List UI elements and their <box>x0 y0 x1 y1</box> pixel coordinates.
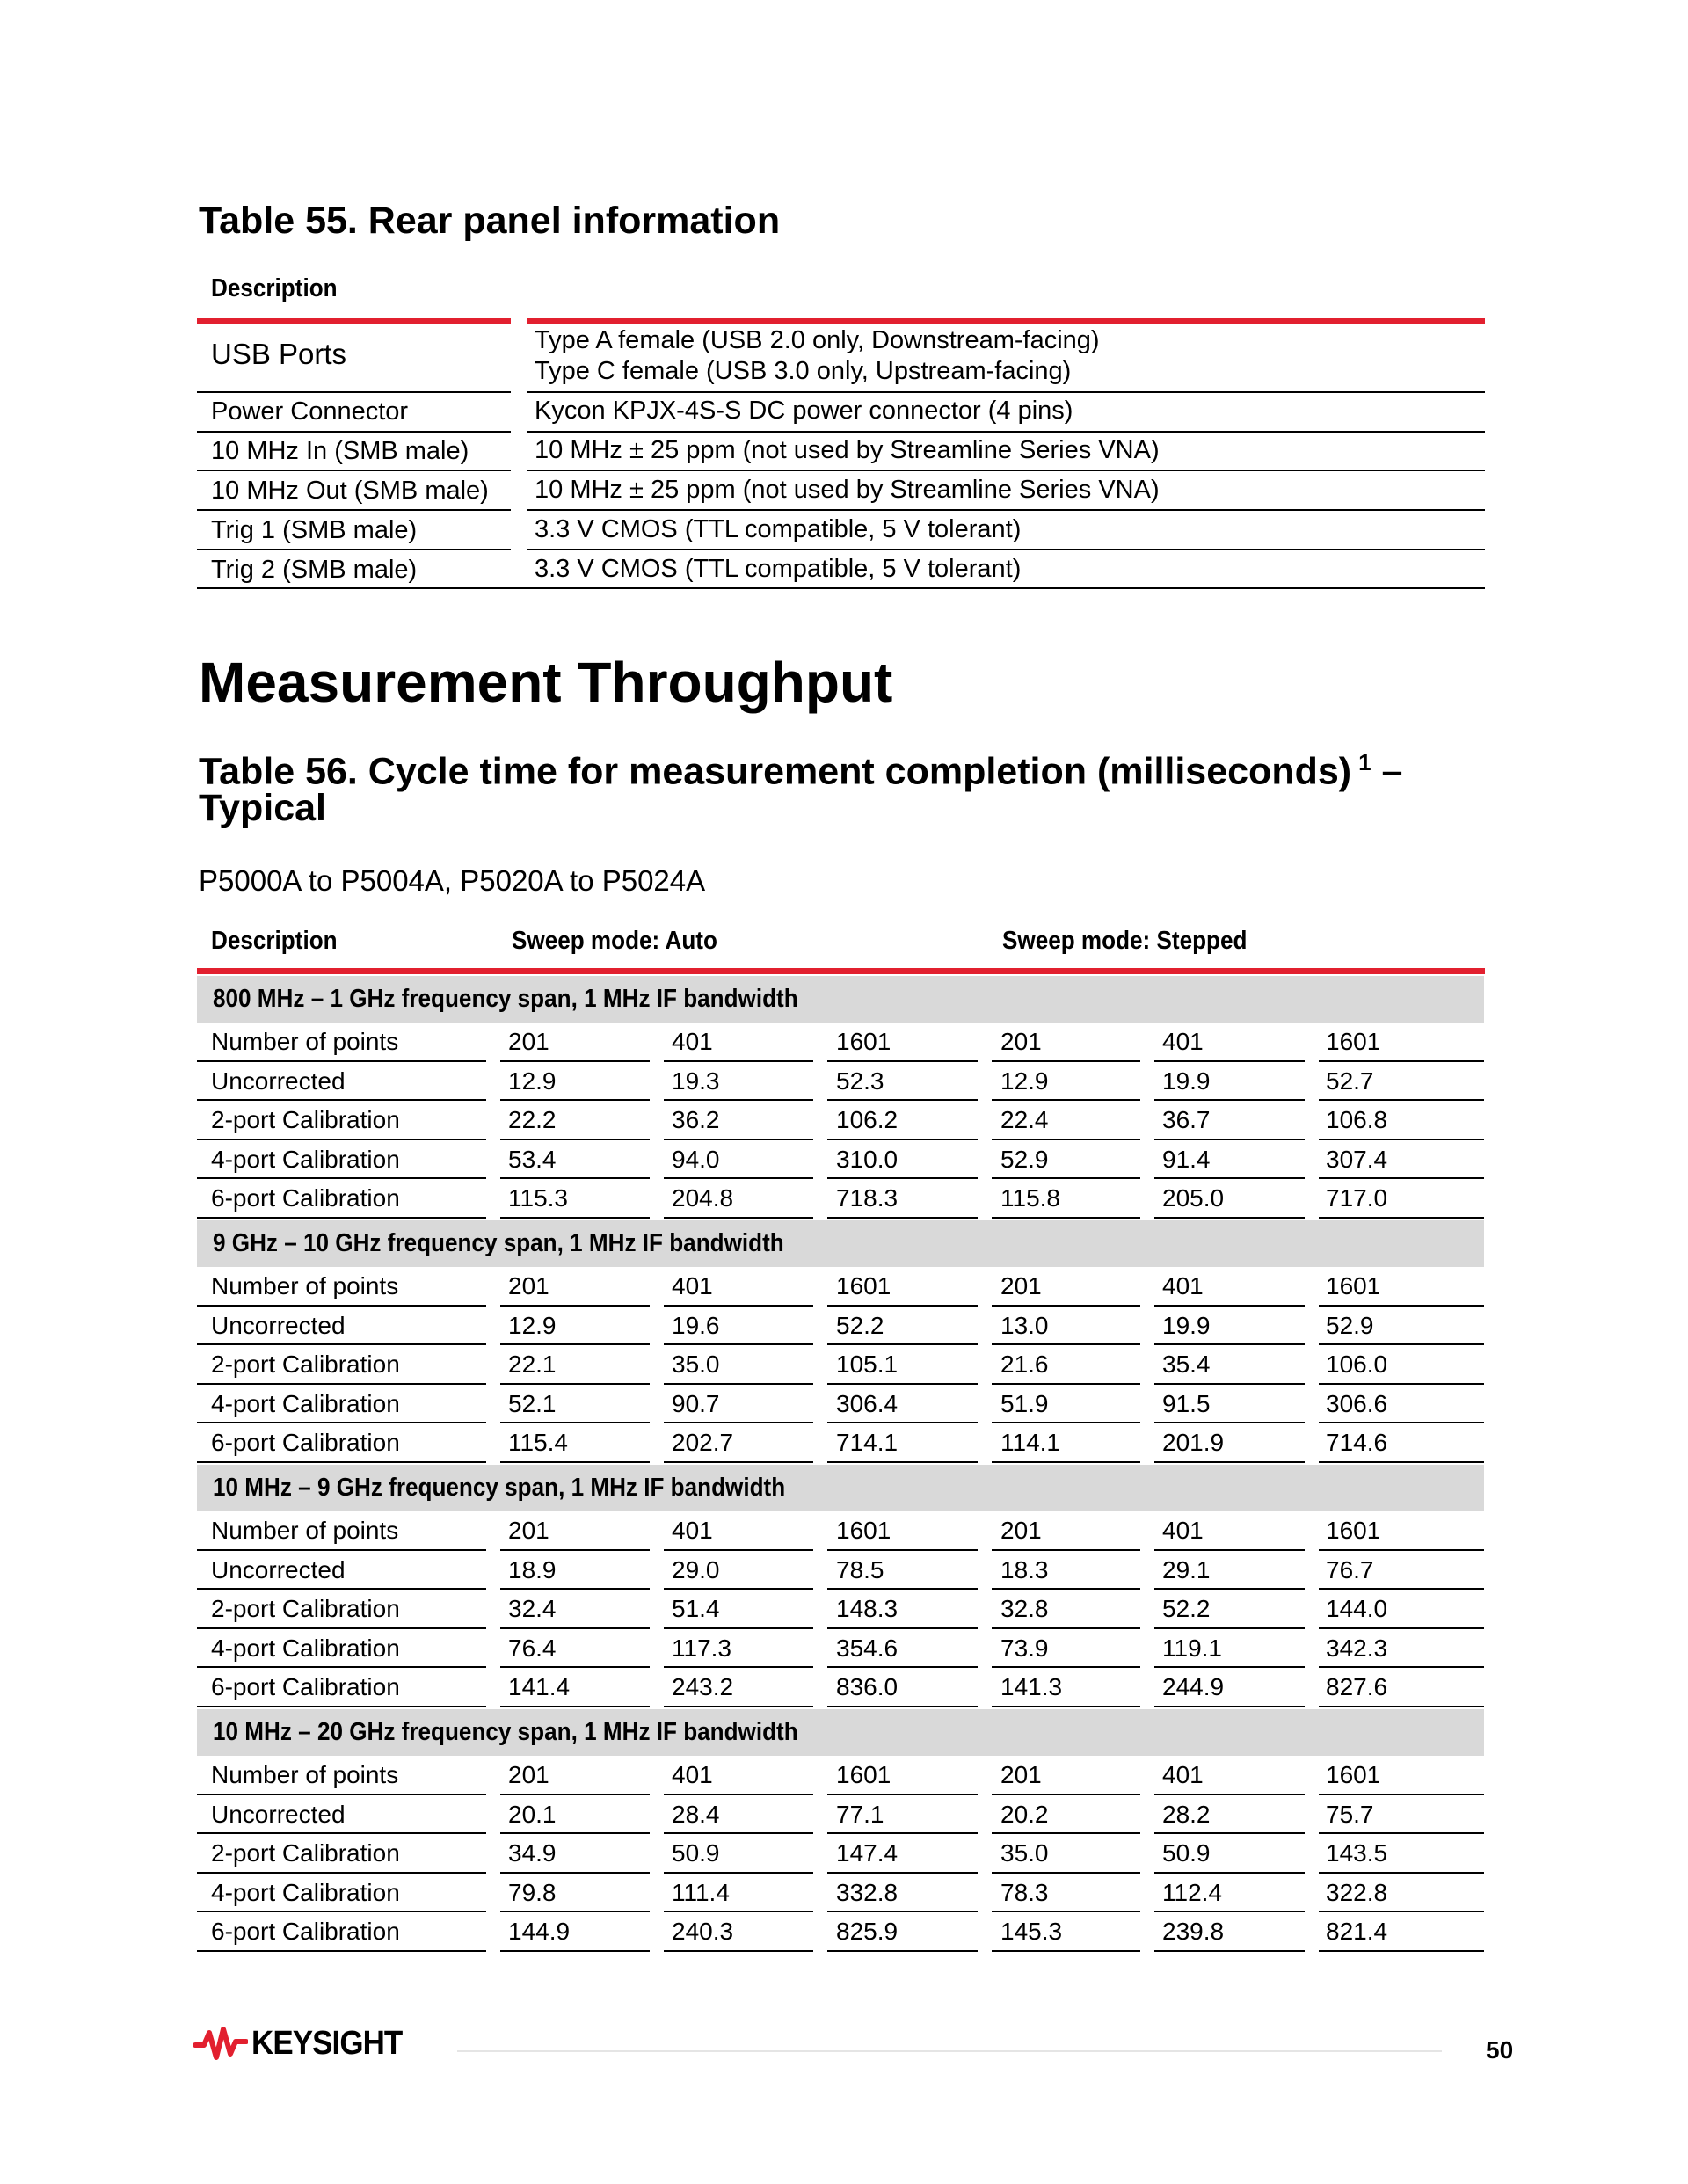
table-cell: 94.0 <box>672 1145 720 1173</box>
table-cell: 106.0 <box>1326 1350 1388 1379</box>
rear-panel-row-label: Trig 1 (SMB male) <box>211 516 418 544</box>
table-cell: 243.2 <box>672 1673 734 1701</box>
frequency-span-title: 9 GHz – 10 GHz frequency span, 1 MHz IF bandwidth <box>213 1229 784 1257</box>
table-cell: 401 <box>672 1272 713 1299</box>
table-cell: 141.3 <box>1000 1673 1063 1701</box>
table-cell: 51.4 <box>672 1595 720 1623</box>
table-cell: 1601 <box>1326 1028 1381 1055</box>
cell-underline <box>197 1461 486 1463</box>
table-cell: 342.3 <box>1326 1634 1388 1662</box>
table-cell: 204.8 <box>672 1184 734 1212</box>
table-cell: 50.9 <box>672 1839 720 1867</box>
table-cell: 20.2 <box>1000 1800 1049 1828</box>
table-cell: 714.6 <box>1326 1429 1388 1457</box>
model-range-subtitle: P5000A to P5004A, P5020A to P5024A <box>199 864 706 897</box>
table-cell: 240.3 <box>672 1918 734 1946</box>
table-cell: 29.1 <box>1162 1555 1211 1583</box>
table-cell: 141.4 <box>508 1673 571 1701</box>
table-cell: 78.5 <box>836 1555 884 1583</box>
table-cell: 307.4 <box>1326 1145 1388 1173</box>
brand-name: KEYSIGHT <box>251 2024 403 2062</box>
row-divider <box>197 549 511 550</box>
table-cell: 1601 <box>836 1028 891 1055</box>
table-cell: 201 <box>508 1761 549 1788</box>
table-cell: 201 <box>508 1272 549 1299</box>
table-cell: 22.1 <box>508 1350 557 1379</box>
row-divider <box>197 391 511 393</box>
table-cell: 12.9 <box>508 1067 557 1095</box>
row-label: 2-port Calibration <box>211 1839 400 1867</box>
cell-underline <box>500 1706 650 1707</box>
cell-underline <box>1319 1950 1484 1952</box>
cycle-header-stepped: Sweep mode: Stepped <box>1002 927 1248 955</box>
row-label: 2-port Calibration <box>211 1350 400 1379</box>
row-label: 6-port Calibration <box>211 1918 400 1946</box>
row-label: Number of points <box>211 1761 399 1788</box>
table-cell: 52.3 <box>836 1067 884 1095</box>
table-cell: 28.2 <box>1162 1800 1211 1828</box>
table-cell: 52.2 <box>836 1311 884 1339</box>
table-cell: 53.4 <box>508 1145 557 1173</box>
rear-panel-row-value: 10 MHz ± 25 ppm (not used by Streamline Series VNA) <box>535 476 1160 504</box>
row-label: 4-port Calibration <box>211 1634 400 1662</box>
row-label: 4-port Calibration <box>211 1389 400 1417</box>
table-cell: 21.6 <box>1000 1350 1049 1379</box>
row-divider <box>197 587 1485 589</box>
rear-panel-row-label: USB Ports <box>211 338 347 370</box>
table-cell: 401 <box>1162 1028 1204 1055</box>
table-cell: 52.9 <box>1326 1311 1374 1339</box>
cycle-header-auto: Sweep mode: Auto <box>512 927 717 955</box>
table-cell: 201 <box>508 1517 549 1544</box>
row-divider <box>527 391 1485 393</box>
table-cell: 117.3 <box>672 1634 731 1662</box>
rear-panel-row-value: Type C female (USB 3.0 only, Upstream-facing) <box>535 357 1072 385</box>
cell-underline <box>1154 1950 1305 1952</box>
row-label: Uncorrected <box>211 1067 346 1095</box>
table-cell: 143.5 <box>1326 1839 1388 1867</box>
table-cell: 91.4 <box>1162 1145 1211 1173</box>
rear-panel-red-rule-left <box>197 318 511 324</box>
cell-underline <box>664 1950 813 1952</box>
table-cell: 19.9 <box>1162 1067 1211 1095</box>
table-cell: 115.8 <box>1000 1184 1060 1212</box>
row-label: 4-port Calibration <box>211 1878 400 1906</box>
cell-underline <box>500 1461 650 1463</box>
table-55-title: Table 55. Rear panel information <box>199 200 781 242</box>
table-cell: 401 <box>672 1517 713 1544</box>
cell-underline <box>1319 1706 1484 1707</box>
rear-panel-row-value: 3.3 V CMOS (TTL compatible, 5 V tolerant) <box>535 555 1022 583</box>
table-cell: 77.1 <box>836 1800 884 1828</box>
row-label: Number of points <box>211 1272 399 1299</box>
table-cell: 825.9 <box>836 1918 899 1946</box>
table-cell: 201 <box>1000 1517 1042 1544</box>
keysight-logo <box>193 2024 415 2063</box>
table-cell: 19.6 <box>672 1311 720 1339</box>
rear-panel-red-rule-right <box>527 318 1485 324</box>
table-cell: 401 <box>1162 1272 1204 1299</box>
table-cell: 91.5 <box>1162 1389 1211 1417</box>
cell-underline <box>664 1217 813 1219</box>
table-cell: 306.6 <box>1326 1389 1388 1417</box>
cell-underline <box>664 1706 813 1707</box>
table-cell: 29.0 <box>672 1555 720 1583</box>
table-cell: 36.2 <box>672 1106 720 1134</box>
rear-panel-row-label: Trig 2 (SMB male) <box>211 556 418 584</box>
table-cell: 111.4 <box>672 1878 730 1906</box>
cell-underline <box>1319 1217 1484 1219</box>
table-cell: 18.3 <box>1000 1555 1049 1583</box>
cell-underline <box>664 1461 813 1463</box>
row-label: 6-port Calibration <box>211 1429 400 1457</box>
table-cell: 73.9 <box>1000 1634 1049 1662</box>
cell-underline <box>1154 1461 1305 1463</box>
rear-panel-row-label: 10 MHz In (SMB male) <box>211 437 469 465</box>
table-cell: 115.4 <box>508 1429 568 1457</box>
table-cell: 52.1 <box>508 1389 557 1417</box>
row-divider <box>527 431 1485 433</box>
table-cell: 50.9 <box>1162 1839 1211 1867</box>
table-cell: 19.3 <box>672 1067 720 1095</box>
table-cell: 76.4 <box>508 1634 557 1662</box>
rear-panel-row-label: Power Connector <box>211 397 409 426</box>
rear-panel-header-description: Description <box>211 274 338 302</box>
cell-underline <box>827 1217 978 1219</box>
row-divider <box>527 509 1485 511</box>
table-cell: 1601 <box>836 1761 891 1788</box>
table-cell: 1601 <box>836 1272 891 1299</box>
table-cell: 51.9 <box>1000 1389 1049 1417</box>
page-number: 50 <box>1486 2036 1514 2064</box>
table-cell: 1601 <box>836 1517 891 1544</box>
cell-underline <box>1154 1706 1305 1707</box>
table-cell: 12.9 <box>508 1311 557 1339</box>
table-cell: 354.6 <box>836 1634 899 1662</box>
cell-underline <box>992 1461 1140 1463</box>
table-cell: 332.8 <box>836 1878 899 1906</box>
table-cell: 244.9 <box>1162 1673 1225 1701</box>
table-cell: 836.0 <box>836 1673 899 1701</box>
table-cell: 310.0 <box>836 1145 899 1173</box>
row-label: 6-port Calibration <box>211 1184 400 1212</box>
row-label: Uncorrected <box>211 1311 346 1339</box>
table-56-title <box>199 740 1402 793</box>
table-cell: 119.1 <box>1162 1634 1222 1662</box>
row-label: Uncorrected <box>211 1800 346 1828</box>
cell-underline <box>827 1461 978 1463</box>
table-cell: 52.2 <box>1162 1595 1211 1623</box>
row-label: Number of points <box>211 1028 399 1055</box>
table-cell: 1601 <box>1326 1761 1381 1788</box>
rear-panel-row-label: 10 MHz Out (SMB male) <box>211 477 489 505</box>
table-cell: 322.8 <box>1326 1878 1388 1906</box>
frequency-span-title: 800 MHz – 1 GHz frequency span, 1 MHz IF bandwidth <box>213 985 798 1013</box>
table-cell: 28.4 <box>672 1800 720 1828</box>
cell-underline <box>992 1217 1140 1219</box>
footnote-mark: 1 <box>1358 749 1372 775</box>
title-dash: – <box>1381 750 1403 793</box>
row-label: 6-port Calibration <box>211 1673 400 1701</box>
table-cell: 20.1 <box>508 1800 557 1828</box>
cell-underline <box>500 1950 650 1952</box>
cell-underline <box>827 1706 978 1707</box>
table-cell: 106.2 <box>836 1106 899 1134</box>
footer-rule <box>457 2050 1442 2052</box>
table-cell: 714.1 <box>836 1429 899 1457</box>
table-cell: 201 <box>1000 1272 1042 1299</box>
table-cell: 32.4 <box>508 1595 557 1623</box>
cell-underline <box>197 1950 486 1952</box>
row-label: Uncorrected <box>211 1555 346 1583</box>
cell-underline <box>197 1217 486 1219</box>
frequency-span-title: 10 MHz – 9 GHz frequency span, 1 MHz IF bandwidth <box>213 1474 786 1502</box>
table-56-title-text: Table 56. Cycle time for measurement completion (milliseconds) <box>199 750 1352 793</box>
table-cell: 147.4 <box>836 1839 899 1867</box>
table-cell: 75.7 <box>1326 1800 1374 1828</box>
table-cell: 239.8 <box>1162 1918 1225 1946</box>
row-label: 2-port Calibration <box>211 1595 400 1623</box>
section-title: Measurement Throughput <box>199 651 893 714</box>
rear-panel-row-value: Type A female (USB 2.0 only, Downstream-facing) <box>535 326 1100 354</box>
cell-underline <box>992 1706 1140 1707</box>
table-cell: 201 <box>1000 1761 1042 1788</box>
keysight-wave-icon <box>193 2024 248 2063</box>
row-divider <box>197 509 511 511</box>
table-cell: 106.8 <box>1326 1106 1388 1134</box>
table-cell: 401 <box>1162 1517 1204 1544</box>
table-cell: 205.0 <box>1162 1184 1225 1212</box>
cycle-header-description: Description <box>211 927 338 955</box>
table-cell: 90.7 <box>672 1389 720 1417</box>
row-divider <box>197 431 511 433</box>
frequency-span-title: 10 MHz – 20 GHz frequency span, 1 MHz IF bandwidth <box>213 1718 798 1746</box>
table-cell: 718.3 <box>836 1184 899 1212</box>
table-cell: 32.8 <box>1000 1595 1049 1623</box>
cell-underline <box>197 1706 486 1707</box>
table-cell: 22.4 <box>1000 1106 1049 1134</box>
row-divider <box>197 470 511 471</box>
cell-underline <box>827 1950 978 1952</box>
table-cell: 821.4 <box>1326 1918 1388 1946</box>
table-cell: 18.9 <box>508 1555 557 1583</box>
cell-underline <box>500 1217 650 1219</box>
table-cell: 115.3 <box>508 1184 568 1212</box>
cell-underline <box>1154 1217 1305 1219</box>
table-cell: 35.0 <box>672 1350 720 1379</box>
table-cell: 52.9 <box>1000 1145 1049 1173</box>
table-cell: 201 <box>508 1028 549 1055</box>
table-cell: 12.9 <box>1000 1067 1049 1095</box>
table-cell: 52.7 <box>1326 1067 1374 1095</box>
row-label: Number of points <box>211 1517 399 1544</box>
table-cell: 36.7 <box>1162 1106 1211 1134</box>
table-cell: 19.9 <box>1162 1311 1211 1339</box>
table-cell: 144.9 <box>508 1918 571 1946</box>
table-cell: 34.9 <box>508 1839 557 1867</box>
table-cell: 112.4 <box>1162 1878 1222 1906</box>
table-cell: 76.7 <box>1326 1555 1374 1583</box>
table-cell: 79.8 <box>508 1878 557 1906</box>
table-cell: 306.4 <box>836 1389 899 1417</box>
cell-underline <box>1319 1461 1484 1463</box>
row-label: 2-port Calibration <box>211 1106 400 1134</box>
table-cell: 35.4 <box>1162 1350 1211 1379</box>
rear-panel-row-value: Kycon KPJX-4S-S DC power connector (4 pins) <box>535 397 1073 425</box>
table-56-title-line2: Typical <box>199 787 326 829</box>
table-cell: 1601 <box>1326 1517 1381 1544</box>
table-cell: 114.1 <box>1000 1429 1060 1457</box>
table-cell: 144.0 <box>1326 1595 1388 1623</box>
cell-underline <box>992 1950 1140 1952</box>
table-cell: 401 <box>672 1028 713 1055</box>
row-divider <box>527 549 1485 550</box>
cycle-red-rule <box>197 968 1485 974</box>
table-cell: 22.2 <box>508 1106 557 1134</box>
table-cell: 105.1 <box>836 1350 899 1379</box>
table-cell: 201 <box>1000 1028 1042 1055</box>
table-cell: 827.6 <box>1326 1673 1388 1701</box>
rear-panel-row-value: 10 MHz ± 25 ppm (not used by Streamline Series VNA) <box>535 436 1160 464</box>
table-cell: 201.9 <box>1162 1429 1225 1457</box>
table-cell: 202.7 <box>672 1429 734 1457</box>
row-label: 4-port Calibration <box>211 1145 400 1173</box>
table-cell: 78.3 <box>1000 1878 1049 1906</box>
table-cell: 145.3 <box>1000 1918 1063 1946</box>
table-cell: 717.0 <box>1326 1184 1388 1212</box>
table-cell: 148.3 <box>836 1595 899 1623</box>
table-cell: 35.0 <box>1000 1839 1049 1867</box>
table-cell: 1601 <box>1326 1272 1381 1299</box>
table-cell: 401 <box>1162 1761 1204 1788</box>
row-divider <box>527 470 1485 471</box>
table-cell: 13.0 <box>1000 1311 1049 1339</box>
table-cell: 401 <box>672 1761 713 1788</box>
rear-panel-row-value: 3.3 V CMOS (TTL compatible, 5 V tolerant) <box>535 515 1022 543</box>
